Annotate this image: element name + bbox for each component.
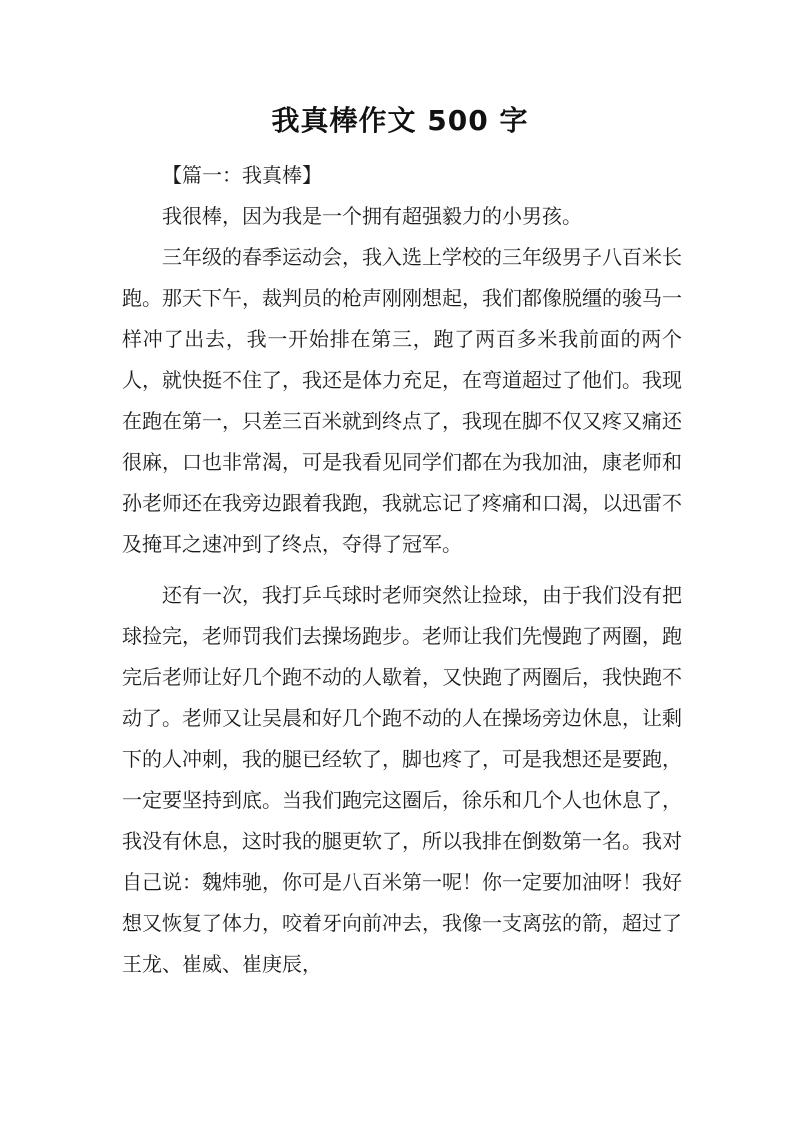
- paragraph: 三年级的春季运动会，我入选上学校的三年级男子八百米长跑。那天下午，裁判员的枪声刚刚想起，我们都像脱缰的骏马一样冲了出去，我一开始排在第三，跑了两百多米我前面的两个人，就快挺不住了，我还是体力充足，在弯道超过了他们。我现在跑在第一，只差三百米就到终点了，我现在脚不仅又疼又痛还很麻，口也非常渴，可是我看见同学们都在为我加油，康老师和孙老师还在我旁边跟着我跑，我就忘记了疼痛和口渴，以迅雷不及掩耳之速冲到了终点，夺得了冠军。: [122, 245, 682, 556]
- paragraph: 还有一次，我打乒乓球时老师突然让捡球，由于我们没有把球捡完，老师罚我们去操场跑步。老师让我们先慢跑了两圈，跑完后老师让好几个跑不动的人歇着，又快跑了两圈后，我快跑不动了。老师又让吴晨和好几个跑不动的人在操场旁边休息，让剩下的人冲刺，我的腿已经软了，脚也疼了，可是我想还是要跑，一定要坚持到底。当我们跑完这圈后，徐乐和几个人也休息了，我没有休息，这时我的腿更软了，所以我排在倒数第一名。我对自己说：魏炜驰，你可是八百米第一呢！你一定要加油呀！我好想又恢复了体力，咬着牙向前冲去，我像一支离弦的箭，超过了王龙、崔威、崔庚辰，: [122, 583, 682, 976]
- paragraph: 我很棒，因为我是一个拥有超强毅力的小男孩。: [162, 204, 582, 228]
- document-body: [122, 155, 682, 985]
- document-title: 我真棒作文 500 字: [271, 104, 529, 137]
- section-heading: 【篇一：我真棒】: [162, 163, 322, 187]
